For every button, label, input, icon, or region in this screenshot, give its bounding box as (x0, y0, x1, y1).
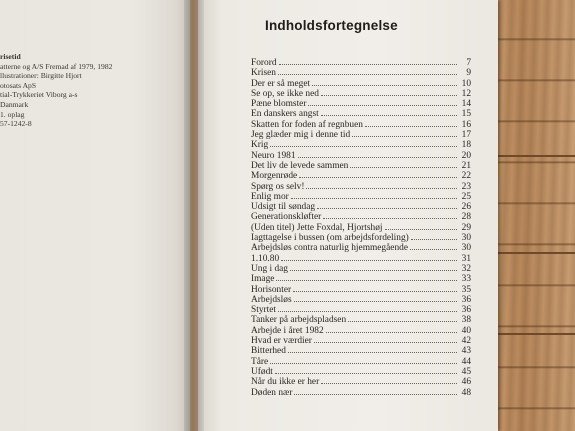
toc-entry-title: Krig (251, 140, 269, 151)
toc-leader-dots (276, 274, 457, 281)
toc-leader-dots (317, 202, 457, 209)
toc-entry (251, 305, 471, 315)
toc-entry-page: 7 (466, 58, 471, 68)
toc-leader-dots (279, 58, 457, 65)
toc-entry-page: 48 (461, 387, 471, 398)
toc-entry-page: 36 (461, 305, 471, 316)
toc-leader-dots (291, 192, 457, 199)
toc-entry (251, 120, 471, 130)
toc-entry-page: 46 (461, 377, 471, 388)
toc-entry-page: 35 (461, 284, 471, 295)
toc-entry (251, 367, 471, 377)
toc-leader-dots (306, 182, 457, 189)
toc-entry (251, 264, 471, 274)
imprint-line: otosats ApS (0, 80, 37, 90)
imprint-block (0, 52, 180, 129)
toc-leader-dots (326, 326, 457, 333)
toc-entry-title: Døden nær (251, 387, 293, 398)
toc-entry-title: Styrtet (251, 305, 276, 316)
toc-entry-title: Hvad er værdier (251, 336, 312, 347)
toc-entry-page: 45 (461, 366, 471, 377)
toc-leader-dots (410, 243, 457, 250)
toc-entry-title: Morgenrøde (251, 171, 298, 182)
toc-entry-title: Tåre (251, 356, 269, 367)
toc-entry (251, 243, 471, 253)
toc-entry-page: 40 (461, 325, 471, 336)
toc-leader-dots (365, 120, 457, 127)
toc-entry (251, 130, 471, 140)
toc-heading: Indholdsfortegnelse (265, 18, 398, 33)
toc-entry-page: 26 (461, 202, 471, 213)
toc-entry-title: Ufødt (251, 366, 273, 377)
toc-entry-title: Image (251, 274, 275, 285)
toc-entry-title: Arbejdsløs contra naturlig hjemmegående (251, 243, 408, 254)
toc-entry (251, 377, 471, 387)
toc-entry (251, 192, 471, 202)
toc-entry (251, 326, 471, 336)
toc-entry (251, 151, 471, 161)
toc-leader-dots (270, 140, 457, 147)
toc-entry-title: Se op, se ikke ned (251, 88, 319, 99)
toc-entry (251, 285, 471, 295)
toc-entry (251, 171, 471, 181)
toc-entry-page: 9 (466, 68, 471, 79)
toc-entry (251, 233, 471, 243)
toc-entry (251, 79, 471, 89)
imprint-line: tial-Trykkeriet Viborg a-s (0, 90, 78, 100)
toc-entry-title: Skatten for foden af regnbuen (251, 119, 363, 130)
toc-entry-title: Ung i dag (251, 263, 288, 274)
toc-entry-title: Pæne blomster (251, 99, 307, 110)
toc-leader-dots (275, 367, 457, 374)
wood-board-seam (488, 333, 575, 335)
toc-leader-dots (350, 161, 457, 168)
toc-entry-title: Generationskløfter (251, 212, 322, 223)
left-page (0, 0, 190, 431)
toc-entry-title: Udsigt til søndag (251, 202, 316, 213)
toc-entry-title: Jeg glæder mig i denne tid (251, 130, 351, 141)
toc-entry-page: 29 (461, 222, 471, 233)
toc-entry-page: 15 (461, 109, 471, 120)
imprint-line: risetid (0, 52, 21, 61)
toc-entry-title: 1.10.80 (251, 253, 280, 264)
toc-entry-title: Når du ikke er her (251, 377, 320, 388)
toc-entry (251, 346, 471, 356)
toc-entry-page: 25 (461, 191, 471, 202)
toc-entry-title: Der er så meget (251, 78, 311, 89)
toc-entry (251, 109, 471, 119)
toc-leader-dots (321, 89, 457, 96)
toc-entry (251, 388, 471, 398)
toc-entry (251, 223, 471, 233)
toc-entry-page: 44 (461, 356, 471, 367)
toc-leader-dots (298, 151, 457, 158)
toc-entry (251, 89, 471, 99)
toc-entry-page: 16 (461, 119, 471, 130)
toc-leader-dots (293, 285, 457, 292)
table-of-contents (251, 58, 471, 398)
toc-entry (251, 99, 471, 109)
toc-entry-title: Neuro 1981 (251, 150, 296, 161)
toc-entry-title: Arbejdsløs (251, 294, 292, 305)
toc-entry-page: 14 (461, 99, 471, 110)
toc-leader-dots (321, 377, 457, 384)
wood-board-seam (488, 155, 575, 157)
book-gutter (184, 0, 204, 431)
toc-entry-page: 17 (461, 130, 471, 141)
toc-entry-page: 21 (461, 160, 471, 171)
imprint-line: 57-1242-8 (0, 119, 32, 129)
toc-leader-dots (270, 357, 457, 364)
toc-entry-title: Krisen (251, 68, 276, 79)
wood-board-seam (488, 252, 575, 254)
toc-entry-page: 33 (461, 274, 471, 285)
toc-entry-title: Tanker på arbejdspladsen (251, 315, 347, 326)
toc-leader-dots (411, 233, 457, 240)
toc-entry (251, 140, 471, 150)
toc-entry-title: Enlig mor (251, 191, 289, 202)
toc-leader-dots (294, 295, 457, 302)
imprint-line: 1. oplag (0, 109, 25, 119)
toc-leader-dots (352, 130, 457, 137)
toc-leader-dots (308, 99, 457, 106)
toc-leader-dots (323, 212, 457, 219)
toc-entry-page: 42 (461, 336, 471, 347)
toc-entry-page: 20 (461, 150, 471, 161)
toc-entry (251, 58, 471, 68)
toc-entry (251, 161, 471, 171)
toc-entry-page: 10 (461, 78, 471, 89)
toc-entry-page: 28 (461, 212, 471, 223)
toc-entry (251, 212, 471, 222)
toc-entry (251, 68, 471, 78)
toc-entry-title: (Uden titel) Jette Foxdal, Hjortshøj (251, 222, 383, 233)
toc-entry-page: 12 (461, 88, 471, 99)
toc-entry-page: 23 (461, 181, 471, 192)
wooden-table-background (488, 0, 575, 431)
toc-entry-page: 32 (461, 263, 471, 274)
toc-entry (251, 182, 471, 192)
toc-entry (251, 315, 471, 325)
toc-leader-dots (299, 171, 457, 178)
imprint-line: atterne og A/S Fremad af 1979, 1982 (0, 61, 113, 71)
toc-entry-page: 31 (461, 253, 471, 264)
toc-entry-title: Spørg os selv! (251, 181, 305, 192)
toc-leader-dots (348, 315, 457, 322)
toc-entry-title: Arbejde i året 1982 (251, 325, 324, 336)
toc-entry (251, 295, 471, 305)
toc-leader-dots (312, 79, 457, 86)
toc-entry-title: En danskers angst (251, 109, 319, 120)
toc-leader-dots (281, 254, 457, 261)
imprint-line: llustrationer: Birgitte Hjort (0, 71, 82, 81)
toc-leader-dots (288, 346, 457, 353)
toc-entry-page: 43 (461, 346, 471, 357)
toc-entry (251, 202, 471, 212)
toc-entry-page: 30 (461, 243, 471, 254)
toc-leader-dots (314, 336, 457, 343)
toc-entry (251, 357, 471, 367)
toc-entry-page: 30 (461, 233, 471, 244)
toc-entry-title: Bitterhed (251, 346, 286, 357)
toc-entry (251, 254, 471, 264)
toc-entry-title: Horisonter (251, 284, 292, 295)
toc-leader-dots (294, 388, 457, 395)
toc-entry-title: Forord (251, 58, 277, 68)
toc-leader-dots (290, 264, 457, 271)
imprint-line: Danmark (0, 99, 29, 109)
toc-entry-title: Det liv de levede sammen (251, 160, 349, 171)
toc-leader-dots (321, 109, 457, 116)
toc-entry-title: Iagttagelse i bussen (om arbejdsfordeling) (251, 233, 409, 244)
toc-entry (251, 274, 471, 284)
toc-entry-page: 22 (461, 171, 471, 182)
toc-leader-dots (278, 305, 457, 312)
toc-entry-page: 36 (461, 294, 471, 305)
toc-leader-dots (278, 68, 457, 75)
toc-entry-page: 18 (461, 140, 471, 151)
toc-entry-page: 38 (461, 315, 471, 326)
toc-leader-dots (385, 223, 458, 230)
toc-entry (251, 336, 471, 346)
